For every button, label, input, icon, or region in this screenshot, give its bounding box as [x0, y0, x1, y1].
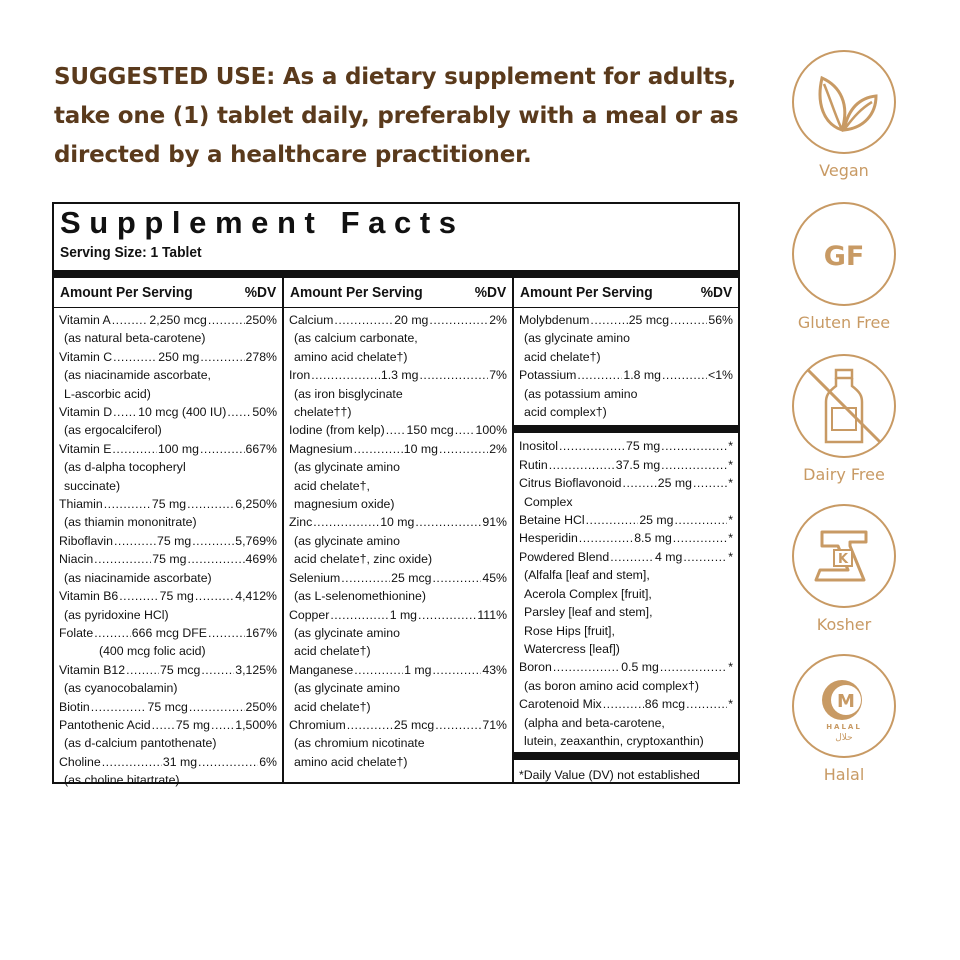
nutrient-name: Pantothenic Acid: [59, 717, 151, 732]
nutrient-name: Carotenoid Mix: [519, 697, 602, 712]
nutrient-row: [289, 606, 507, 624]
milk-bottle-crossed-icon: [792, 354, 896, 458]
nutrient-name: Iron: [289, 368, 311, 383]
nutrient-amount: 1 mg: [404, 662, 432, 677]
nutrient-name: Riboflavin: [59, 533, 113, 548]
dot-leader: [354, 661, 403, 679]
svg-text:M: M: [837, 691, 855, 712]
nutrient-source: (as d-calcium pantothenate): [64, 736, 217, 751]
nutrient-dv: 2%: [489, 313, 507, 327]
svg-text:HALAL: HALAL: [826, 723, 862, 731]
dot-leader: [347, 716, 393, 734]
nutrient-name: Manganese: [289, 662, 354, 677]
dot-leader: [603, 695, 644, 713]
nutrient-name: Vitamin C: [59, 349, 113, 364]
dot-leader: [311, 366, 380, 384]
dot-leader: [208, 624, 245, 642]
nutrient-dv: 250%: [245, 699, 277, 714]
dot-leader: [662, 366, 707, 384]
nutrient-dv: *: [728, 660, 733, 675]
column-header-dv: %DV: [474, 284, 506, 301]
nutrient-dv: *: [728, 439, 733, 454]
column-header: [54, 278, 282, 308]
nutrient-source: (alpha and beta-carotene,: [524, 715, 665, 730]
nutrient-amount: 75 mcg: [160, 662, 201, 677]
nutrient-name: Copper: [289, 607, 330, 622]
nutrient-name: Vitamin B12: [59, 662, 126, 677]
nutrient-row: [289, 440, 507, 458]
nutrient-dv: *: [728, 531, 733, 546]
badge-label: Vegan: [819, 161, 869, 180]
nutrient-dv: 7%: [489, 368, 507, 383]
nutrient-source: Watercress [leaf]): [524, 641, 620, 656]
nutrient-name: Niacin: [59, 552, 94, 567]
nutrient-source: (as chromium nicotinate: [294, 736, 425, 751]
dairy-free-badge: [792, 354, 896, 484]
nutrient-name: Citrus Bioflavonoid: [519, 476, 622, 491]
nutrient-amount: 75 mg: [159, 589, 194, 604]
column-header-amount: Amount Per Serving: [60, 284, 193, 301]
nutrient-source: lutein, zeaxanthin, cryptoxanthin): [524, 733, 704, 748]
nutrient-dv: 43%: [482, 662, 507, 677]
nutrient-amount: 1 mg: [389, 607, 418, 622]
vegan-badge: [792, 50, 896, 180]
nutrient-amount: 1.8 mg: [623, 368, 662, 383]
nutrient-row: [59, 587, 277, 605]
nutrient-row: [289, 569, 507, 587]
nutrient-dv: 469%: [245, 552, 277, 567]
leaves-icon: [792, 50, 896, 154]
nutrient-row: [289, 513, 507, 531]
nutrient-source: (as glycinate amino: [524, 331, 630, 346]
dot-leader: [112, 311, 149, 329]
dot-leader: [113, 348, 157, 366]
nutrient-row: [59, 311, 277, 329]
nutrient-amount: 75 mg: [175, 717, 211, 732]
nutrient-source: (as choline bitartrate): [64, 773, 180, 788]
dot-leader: [94, 624, 131, 642]
badge-label: Halal: [823, 765, 865, 784]
dot-leader: [227, 403, 251, 421]
nutrient-dv: 111%: [477, 607, 507, 622]
nutrient-source: L-ascorbic acid): [64, 386, 151, 401]
svg-text:GF: GF: [823, 241, 865, 272]
nutrient-amount: 10 mg: [403, 441, 438, 456]
dot-leader: [586, 511, 639, 529]
dot-leader: [208, 311, 245, 329]
kosher-badge: [792, 504, 896, 634]
nutrient-row: [519, 366, 733, 384]
nutrient-amount: 10 mg: [380, 515, 415, 530]
dot-leader: [113, 403, 137, 421]
dot-leader: [415, 513, 481, 531]
nutrient-amount: 75 mg: [152, 552, 187, 567]
dot-leader: [432, 661, 481, 679]
nutrient-row: [519, 311, 733, 329]
nutrient-row: [519, 456, 733, 474]
nutrient-name: Thiamin: [59, 497, 103, 512]
facts-column-1: [54, 278, 282, 788]
nutrient-source: (as potassium amino: [524, 386, 638, 401]
nutrient-amount: 10 mcg (400 IU): [138, 405, 227, 420]
nutrient-dv: <1%: [708, 368, 733, 383]
nutrient-source: (as d-alpha tocopheryl: [64, 460, 186, 475]
nutrient-row: [59, 532, 277, 550]
dot-leader: [200, 348, 244, 366]
nutrient-name: Vitamin D: [59, 405, 113, 420]
thick-divider: [514, 752, 738, 760]
nutrient-name: Boron: [519, 660, 552, 675]
dot-leader: [660, 658, 727, 676]
nutrient-amount: 86 mcg: [644, 697, 686, 712]
dot-leader: [152, 716, 175, 734]
nutrient-source: (as glycinate amino: [294, 533, 400, 548]
nutrient-amount: 0.5 mg: [621, 660, 659, 675]
nutrient-dv: 56%: [708, 313, 733, 327]
nutrient-dv: 1,500%: [235, 717, 277, 732]
dot-leader: [211, 716, 234, 734]
nutrient-row: [519, 511, 733, 529]
nutrient-dv: 100%: [475, 423, 507, 438]
nutrient-row: [289, 716, 507, 734]
nutrient-source: Acerola Complex [fruit],: [524, 586, 652, 601]
nutrient-amount: 37.5 mg: [615, 457, 661, 472]
kosher-k-icon: [792, 504, 896, 608]
nutrient-name: Zinc: [289, 515, 313, 530]
nutrient-amount: 25 mcg: [391, 570, 432, 585]
nutrient-dv: 5,769%: [235, 533, 277, 548]
nutrient-dv: 4,412%: [235, 589, 277, 604]
nutrient-amount: 666 mcg DFE: [131, 625, 207, 640]
dot-leader: [91, 698, 147, 716]
thick-divider: [514, 425, 738, 433]
badge-label: Dairy Free: [803, 465, 885, 484]
nutrient-row: [59, 698, 277, 716]
nutrient-name: Selenium: [289, 570, 341, 585]
nutrient-rows: [514, 308, 738, 785]
nutrient-source: acid chelate†): [294, 699, 371, 714]
nutrient-amount: 20 mg: [394, 313, 429, 327]
dot-leader: [354, 440, 403, 458]
nutrient-source: (as glycinate amino: [294, 460, 400, 475]
svg-text:حلال: حلال: [835, 733, 853, 743]
dot-leader: [420, 366, 489, 384]
nutrient-dv: 50%: [252, 405, 278, 420]
nutrient-source: (400 mcg folic acid): [99, 644, 206, 659]
nutrient-row: [59, 624, 277, 642]
facts-column-3: [512, 278, 738, 782]
nutrient-amount: 150 mcg: [406, 423, 454, 438]
nutrient-name: Vitamin A: [59, 313, 111, 327]
column-header-dv: %DV: [700, 284, 732, 301]
nutrient-row: [519, 437, 733, 455]
nutrient-amount: 25 mg: [657, 476, 692, 491]
dot-leader: [590, 311, 627, 329]
column-header-dv: %DV: [244, 284, 276, 301]
dot-leader: [686, 695, 727, 713]
nutrient-name: Vitamin B6: [59, 589, 119, 604]
nutrient-source: acid chelate†,: [294, 478, 370, 493]
dot-leader: [94, 550, 151, 568]
gluten-free-badge: [792, 202, 896, 332]
nutrient-row: [59, 403, 277, 421]
nutrient-source: Parsley [leaf and stem],: [524, 605, 653, 620]
nutrient-name: Vitamin E: [59, 441, 112, 456]
nutrient-source: (as cyanocobalamin): [64, 681, 178, 696]
nutrient-source: magnesium oxide): [294, 497, 395, 512]
nutrient-dv: 278%: [245, 349, 277, 364]
nutrient-dv: 6,250%: [235, 497, 277, 512]
nutrient-dv: 6%: [259, 754, 277, 769]
nutrient-amount: 25 mcg: [628, 313, 670, 327]
nutrient-source: (as ergocalciferol): [64, 423, 162, 438]
nutrient-row: [289, 311, 507, 329]
badge-label: Kosher: [816, 615, 872, 634]
nutrient-source: (as niacinamide ascorbate): [64, 570, 212, 585]
nutrient-source: (as iron bisglycinate: [294, 386, 403, 401]
nutrient-row: [59, 348, 277, 366]
nutrient-name: Betaine HCl: [519, 513, 585, 528]
nutrient-name: Magnesium: [289, 441, 353, 456]
dot-leader: [200, 440, 245, 458]
nutrient-amount: 1.3 mg: [380, 368, 419, 383]
nutrient-amount: 4 mg: [655, 549, 683, 564]
nutrient-row: [59, 440, 277, 458]
dot-leader: [102, 753, 162, 771]
nutrient-amount: 75 mcg: [147, 699, 188, 714]
thick-divider: [54, 270, 738, 278]
dot-leader: [201, 661, 234, 679]
column-header: [284, 278, 512, 308]
nutrient-name: Potassium: [519, 368, 577, 383]
nutrient-amount: 8.5 mg: [634, 531, 672, 546]
nutrient-row: [59, 495, 277, 513]
column-header: [514, 278, 738, 308]
nutrient-dv: 250%: [245, 313, 277, 327]
nutrient-source: (Alfalfa [leaf and stem],: [524, 568, 650, 583]
gf-icon: [792, 202, 896, 306]
nutrient-row: [519, 548, 733, 566]
nutrient-row: [519, 695, 733, 713]
dot-leader: [661, 437, 727, 455]
dot-leader: [192, 532, 234, 550]
dot-leader: [675, 511, 728, 529]
nutrient-source: Complex: [524, 494, 573, 509]
nutrient-dv: 45%: [482, 570, 507, 585]
nutrient-row: [519, 658, 733, 676]
nutrient-source: acid chelate†): [524, 349, 601, 364]
nutrient-name: Folate: [59, 625, 94, 640]
nutrient-name: Hesperidin: [519, 531, 578, 546]
dot-leader: [693, 474, 727, 492]
daily-value-note: *Daily Value (DV) not established: [519, 768, 700, 783]
nutrient-dv: 3,125%: [235, 662, 277, 677]
nutrient-dv: 667%: [245, 441, 277, 456]
nutrient-source: (as L-selenomethionine): [294, 589, 426, 604]
nutrient-source: (as natural beta-carotene): [64, 331, 206, 346]
dot-leader: [119, 587, 158, 605]
nutrient-source: amino acid chelate†): [294, 754, 408, 769]
nutrient-dv: 167%: [245, 625, 278, 640]
nutrient-name: Chromium: [289, 717, 346, 732]
dot-leader: [334, 311, 393, 329]
dot-leader: [195, 587, 234, 605]
dot-leader: [126, 661, 159, 679]
nutrient-amount: 25 mcg: [393, 717, 435, 732]
dot-leader: [187, 550, 244, 568]
nutrient-row: [289, 421, 507, 439]
nutrient-source: acid chelate†): [294, 644, 371, 659]
dot-leader: [189, 698, 245, 716]
nutrient-source: acid chelate†, zinc oxide): [294, 552, 433, 567]
dot-leader: [114, 532, 156, 550]
nutrient-source: (as pyridoxine HCl): [64, 607, 169, 622]
nutrient-dv: *: [728, 476, 733, 491]
dot-leader: [429, 311, 488, 329]
dot-leader: [330, 606, 388, 624]
dot-leader: [579, 529, 633, 547]
dot-leader: [435, 716, 481, 734]
nutrient-name: Powdered Blend: [519, 549, 610, 564]
nutrient-source: (as boron amino acid complex†): [524, 678, 699, 693]
nutrient-name: Molybdenum: [519, 313, 590, 327]
nutrient-source: (as niacinamide ascorbate,: [64, 368, 211, 383]
dot-leader: [553, 658, 620, 676]
dot-leader: [432, 569, 481, 587]
dot-leader: [683, 548, 727, 566]
column-header-amount: Amount Per Serving: [520, 284, 653, 301]
nutrient-amount: 250 mg: [158, 349, 200, 364]
dot-leader: [198, 753, 258, 771]
dot-leader: [670, 311, 707, 329]
nutrient-row: [519, 474, 733, 492]
nutrient-row: [59, 550, 277, 568]
dot-leader: [623, 474, 657, 492]
nutrient-dv: 71%: [482, 717, 507, 732]
nutrient-dv: *: [728, 457, 733, 472]
halal-m-icon: [792, 654, 896, 758]
nutrient-rows: [284, 308, 512, 771]
nutrient-source: (as thiamin mononitrate): [64, 515, 197, 530]
dot-leader: [439, 440, 488, 458]
nutrient-dv: 2%: [489, 441, 507, 456]
nutrient-source: chelate††): [294, 405, 352, 420]
nutrient-source: (as glycinate amino: [294, 681, 400, 696]
dot-leader: [112, 440, 157, 458]
nutrient-dv: *: [728, 549, 733, 564]
facts-title: Supplement Facts: [60, 205, 465, 240]
dot-leader: [577, 366, 622, 384]
nutrient-row: [59, 753, 277, 771]
facts-column-2: [282, 278, 512, 782]
nutrient-dv: 91%: [482, 515, 507, 530]
halal-badge: [792, 654, 896, 784]
nutrient-name: Iodine (from kelp): [289, 423, 385, 438]
nutrient-amount: 75 mg: [625, 439, 661, 454]
nutrient-row: [289, 366, 507, 384]
nutrient-rows: [54, 308, 282, 790]
nutrient-amount: 75 mg: [157, 533, 192, 548]
dot-leader: [661, 456, 727, 474]
dot-leader: [187, 495, 234, 513]
nutrient-source: acid complex†): [524, 405, 607, 420]
dot-leader: [418, 606, 476, 624]
dot-leader: [386, 421, 406, 439]
nutrient-name: Biotin: [59, 699, 90, 714]
nutrient-source: (as glycinate amino: [294, 625, 400, 640]
dot-leader: [455, 421, 475, 439]
supplement-facts-panel: [52, 202, 740, 788]
nutrient-name: Inositol: [519, 439, 558, 454]
nutrient-amount: 75 mg: [151, 497, 187, 512]
nutrient-name: Rutin: [519, 457, 548, 472]
nutrient-amount: 2,250 mcg: [149, 313, 207, 327]
nutrient-name: Calcium: [289, 313, 334, 327]
suggested-use-text: SUGGESTED USE: As a dietary supplement for adults, take one (1) tablet daily, preferably with a meal or as directed by a healthcare practitioner.: [54, 64, 739, 168]
dot-leader: [559, 437, 625, 455]
nutrient-row: [59, 661, 277, 679]
nutrient-row: [59, 716, 277, 734]
column-header-amount: Amount Per Serving: [290, 284, 423, 301]
nutrient-name: Choline: [59, 754, 101, 769]
nutrient-amount: 100 mg: [157, 441, 199, 456]
nutrient-source: (as calcium carbonate,: [294, 331, 418, 346]
nutrient-source: Rose Hips [fruit],: [524, 623, 615, 638]
dot-leader: [549, 456, 615, 474]
nutrient-amount: 31 mg: [162, 754, 198, 769]
nutrient-dv: *: [728, 513, 733, 528]
badge-label: Gluten Free: [797, 313, 891, 332]
nutrient-source: amino acid chelate†): [294, 349, 408, 364]
serving-size: Serving Size: 1 Tablet: [60, 244, 202, 261]
nutrient-dv: *: [728, 697, 733, 712]
nutrient-row: [519, 529, 733, 547]
dot-leader: [104, 495, 151, 513]
svg-text:K: K: [837, 552, 849, 567]
dot-leader: [341, 569, 390, 587]
nutrient-row: [289, 661, 507, 679]
dot-leader: [313, 513, 379, 531]
nutrient-amount: 25 mg: [639, 513, 674, 528]
nutrient-source: succinate): [64, 478, 121, 493]
dot-leader: [610, 548, 654, 566]
dot-leader: [673, 529, 727, 547]
